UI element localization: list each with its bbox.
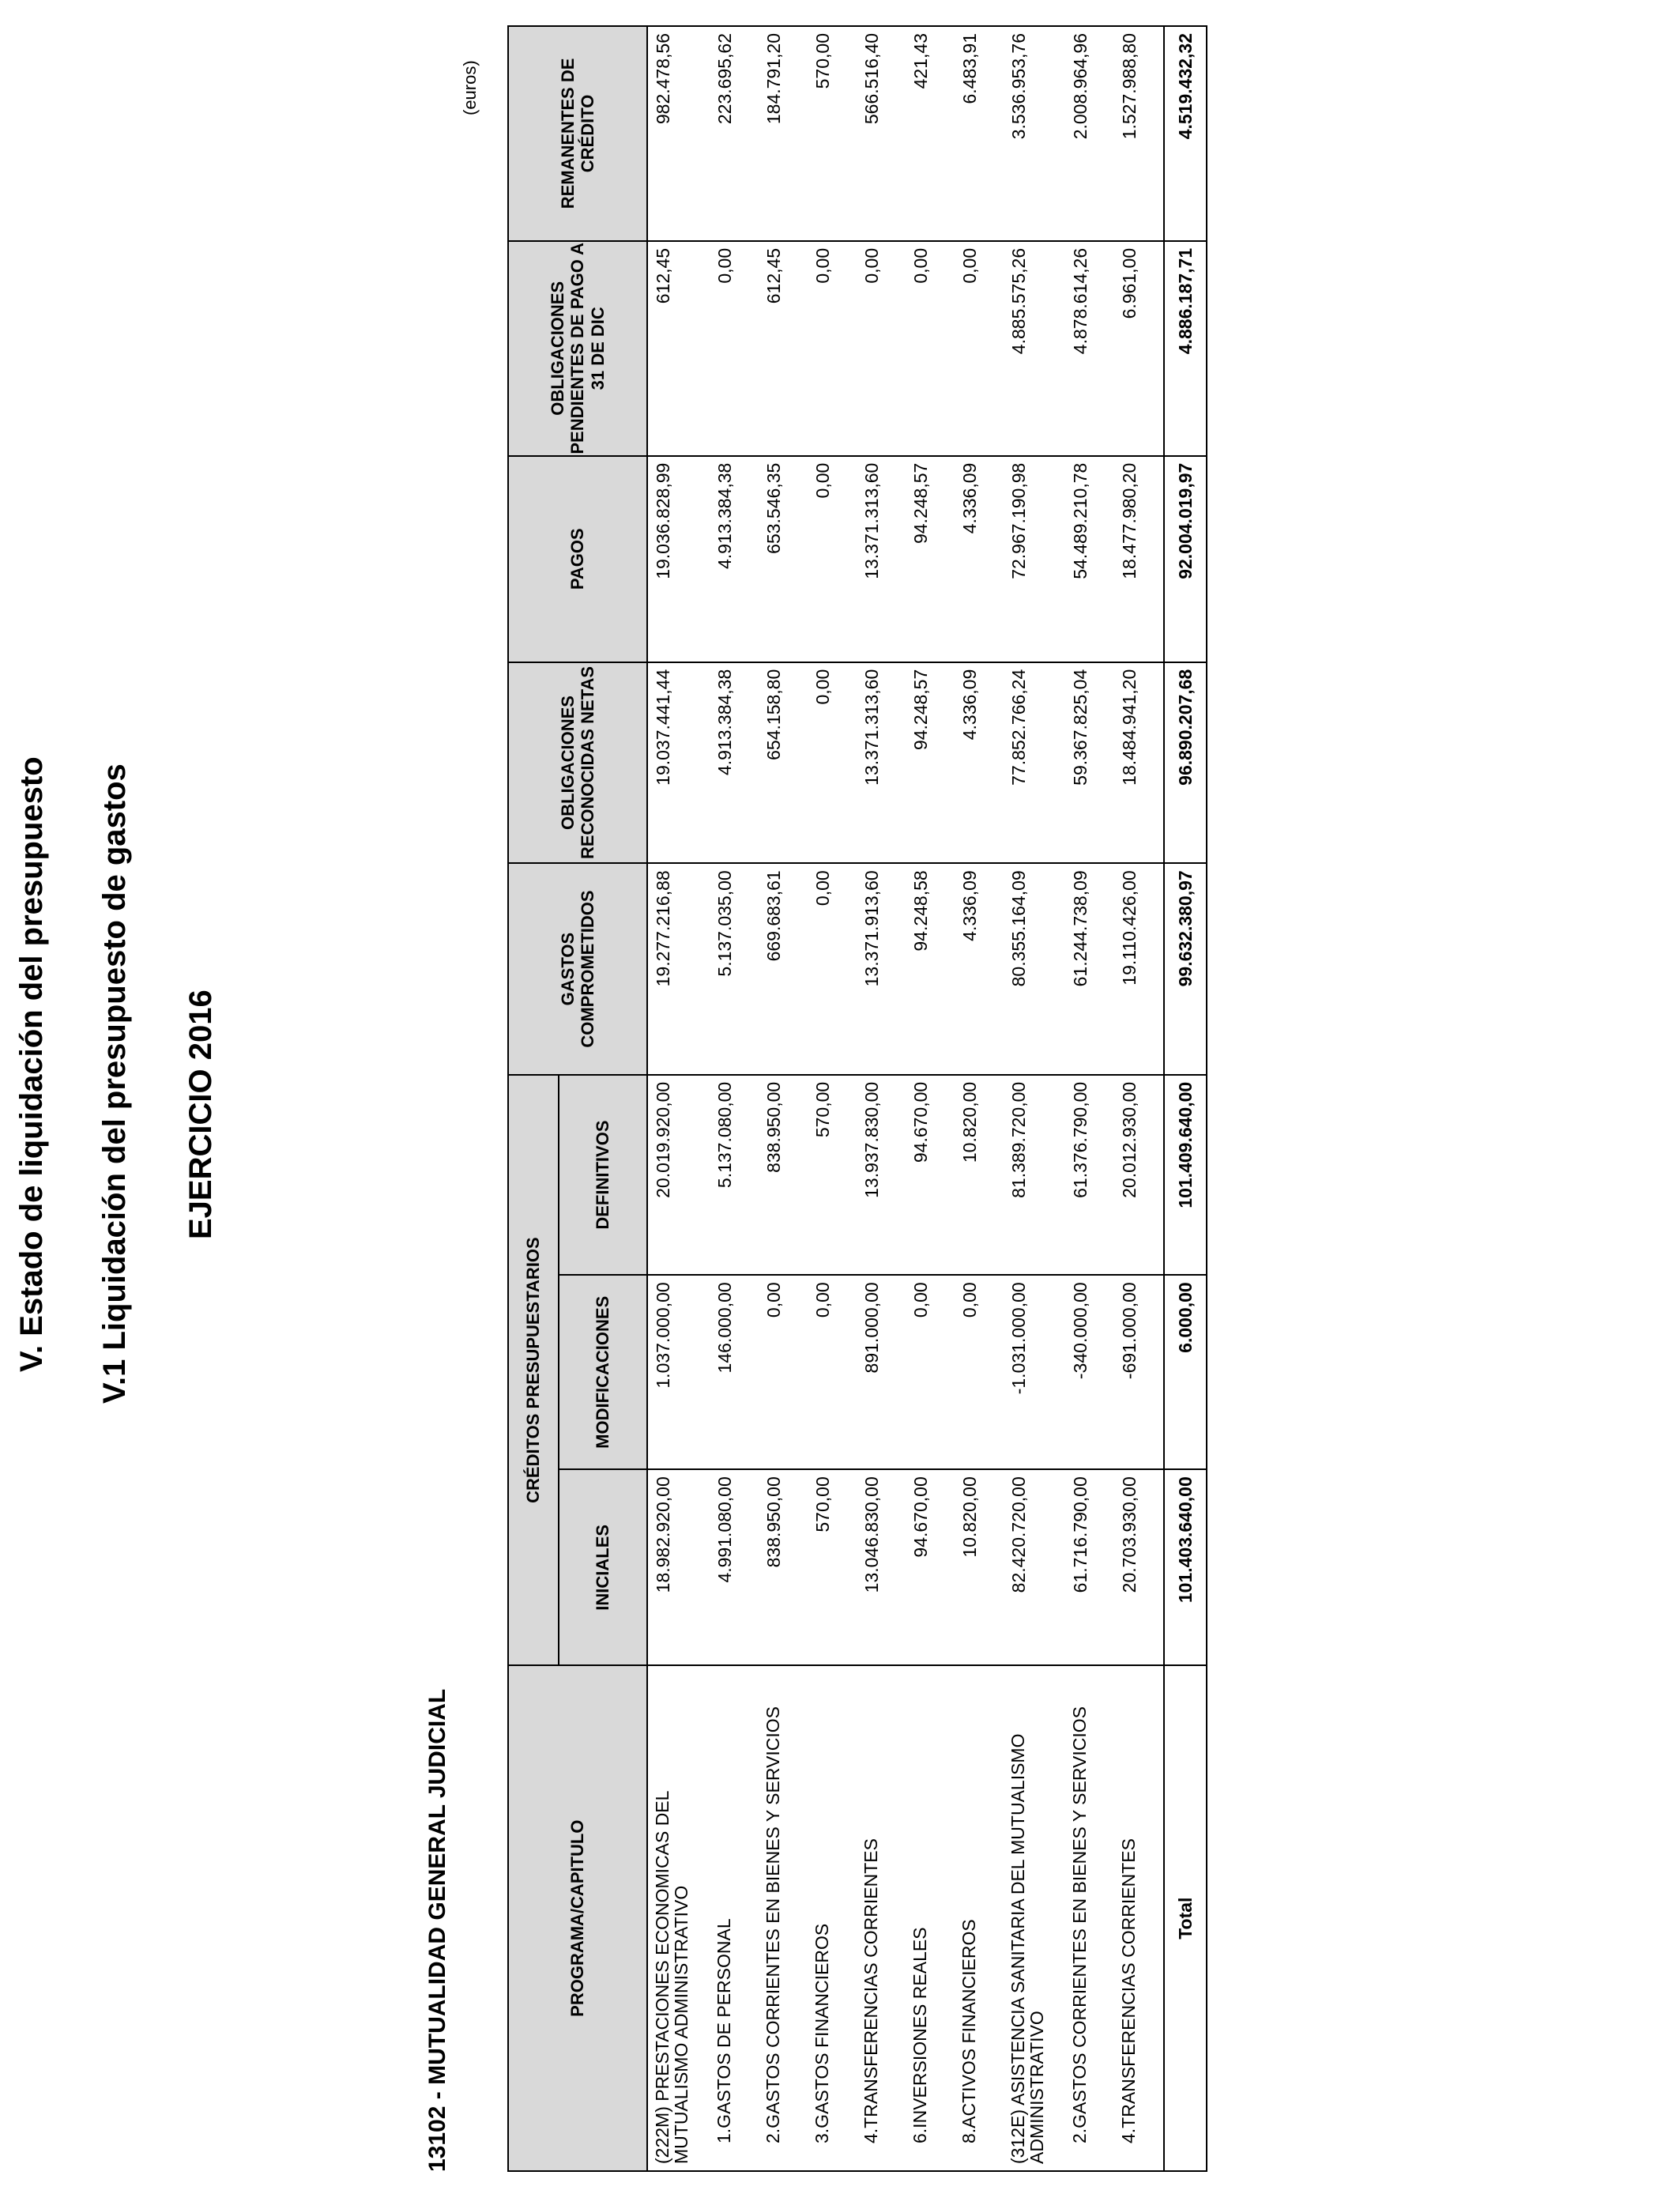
table-row <box>906 26 955 2171</box>
cell-definitivos: 81.389.720,00 <box>1004 1075 1065 1276</box>
cell-definitivos: 94.670,00 <box>906 1075 955 1276</box>
row-label: 4.TRANSFERENCIAS CORRIENTES <box>1114 1665 1164 2171</box>
cell-comprometidos: 94.248,58 <box>906 863 955 1075</box>
cell-modificaciones: 0,00 <box>759 1275 808 1469</box>
cell-pagos: 72.967.190,98 <box>1004 456 1065 662</box>
cell-definitivos: 10.820,00 <box>955 1075 1004 1276</box>
cell-iniciales: 82.420.720,00 <box>1004 1469 1065 1665</box>
col-header-obligaciones: OBLIGACIONES RECONOCIDAS NETAS <box>508 662 647 864</box>
organism-name: 13102 - MUTUALIDAD GENERAL JUDICIAL <box>424 1688 450 2172</box>
cell-remanentes: 421,43 <box>906 26 955 241</box>
row-label: 4.TRANSFERENCIAS CORRIENTES <box>857 1665 906 2171</box>
total-comprometidos: 99.632.380,97 <box>1164 863 1207 1075</box>
cell-comprometidos: 61.244.738,09 <box>1065 863 1114 1075</box>
col-header-pagos: PAGOS <box>508 456 647 662</box>
cell-pagos: 54.489.210,78 <box>1065 456 1114 662</box>
cell-modificaciones: 891.000,00 <box>857 1275 906 1469</box>
cell-comprometidos: 5.137.035,00 <box>710 863 759 1075</box>
cell-modificaciones: 0,00 <box>808 1275 857 1469</box>
total-definitivos: 101.409.640,00 <box>1164 1075 1207 1276</box>
row-label: 6.INVERSIONES REALES <box>906 1665 955 2171</box>
cell-pagos: 4.336,09 <box>955 456 1004 662</box>
cell-iniciales: 13.046.830,00 <box>857 1469 906 1665</box>
table-row <box>857 26 906 2171</box>
col-header-program: PROGRAMA/CAPITULO <box>508 1665 647 2171</box>
cell-pagos: 653.546,35 <box>759 456 808 662</box>
budget-liquidation-table <box>507 25 1207 2172</box>
cell-definitivos: 570,00 <box>808 1075 857 1276</box>
cell-iniciales: 18.982.920,00 <box>647 1469 710 1665</box>
cell-modificaciones: -1.031.000,00 <box>1004 1275 1065 1469</box>
table-row <box>647 26 710 2171</box>
cell-remanentes: 3.536.953,76 <box>1004 26 1065 241</box>
cell-definitivos: 838.950,00 <box>759 1075 808 1276</box>
total-obligaciones: 96.890.207,68 <box>1164 662 1207 864</box>
cell-comprometidos: 4.336,09 <box>955 863 1004 1075</box>
row-label: 2.GASTOS CORRIENTES EN BIENES Y SERVICIOS <box>759 1665 808 2171</box>
table-row <box>710 26 759 2171</box>
total-pendientes: 4.886.187,71 <box>1164 241 1207 456</box>
cell-comprometidos: 80.355.164,09 <box>1004 863 1065 1075</box>
cell-definitivos: 20.019.920,00 <box>647 1075 710 1276</box>
cell-obligaciones: 19.037.441,44 <box>647 662 710 864</box>
col-header-iniciales: INICIALES <box>559 1469 647 1665</box>
cell-definitivos: 20.012.930,00 <box>1114 1075 1164 1276</box>
cell-pendientes: 612,45 <box>759 241 808 456</box>
cell-comprometidos: 19.277.216,88 <box>647 863 710 1075</box>
table-row <box>808 26 857 2171</box>
page-title: V. Estado de liquidación del presupuesto <box>14 756 49 1372</box>
cell-pendientes: 6.961,00 <box>1114 241 1164 456</box>
row-label: 8.ACTIVOS FINANCIEROS <box>955 1665 1004 2171</box>
cell-remanentes: 223.695,62 <box>710 26 759 241</box>
col-header-creditos-group: CRÉDITOS PRESUPUESTARIOS <box>508 1075 559 1666</box>
row-label: 1.GASTOS DE PERSONAL <box>710 1665 759 2171</box>
cell-pendientes: 0,00 <box>906 241 955 456</box>
total-iniciales: 101.403.640,00 <box>1164 1469 1207 1665</box>
cell-modificaciones: 1.037.000,00 <box>647 1275 710 1469</box>
cell-comprometidos: 669.683,61 <box>759 863 808 1075</box>
units-label: (euros) <box>460 60 480 115</box>
table-row <box>1065 26 1114 2171</box>
cell-iniciales: 61.716.790,00 <box>1065 1469 1114 1665</box>
col-header-comprometidos: GASTOS COMPROMETIDOS <box>508 863 647 1075</box>
col-header-pendientes: OBLIGACIONES PENDIENTES DE PAGO A 31 DE DIC <box>508 241 647 456</box>
cell-remanentes: 570,00 <box>808 26 857 241</box>
cell-pendientes: 612,45 <box>647 241 710 456</box>
table-row <box>1114 26 1164 2171</box>
cell-remanentes: 6.483,91 <box>955 26 1004 241</box>
row-label: 2.GASTOS CORRIENTES EN BIENES Y SERVICIOS <box>1065 1665 1114 2171</box>
col-header-definitivos: DEFINITIVOS <box>559 1075 647 1276</box>
cell-obligaciones: 4.336,09 <box>955 662 1004 864</box>
cell-comprometidos: 13.371.913,60 <box>857 863 906 1075</box>
page-subtitle: V.1 Liquidación del presupuesto de gastos <box>97 763 132 1404</box>
cell-pagos: 94.248,57 <box>906 456 955 662</box>
col-header-modificaciones: MODIFICACIONES <box>559 1275 647 1469</box>
table-row <box>759 26 808 2171</box>
cell-modificaciones: 146.000,00 <box>710 1275 759 1469</box>
cell-iniciales: 20.703.930,00 <box>1114 1469 1164 1665</box>
table-row <box>1004 26 1065 2171</box>
cell-iniciales: 10.820,00 <box>955 1469 1004 1665</box>
table-row <box>955 26 1004 2171</box>
cell-pagos: 4.913.384,38 <box>710 456 759 662</box>
cell-iniciales: 94.670,00 <box>906 1469 955 1665</box>
exercise-year: EJERCICIO 2016 <box>183 990 218 1239</box>
cell-modificaciones: 0,00 <box>955 1275 1004 1469</box>
cell-pendientes: 0,00 <box>710 241 759 456</box>
cell-definitivos: 61.376.790,00 <box>1065 1075 1114 1276</box>
cell-obligaciones: 18.484.941,20 <box>1114 662 1164 864</box>
cell-pendientes: 4.878.614,26 <box>1065 241 1114 456</box>
cell-modificaciones: 0,00 <box>906 1275 955 1469</box>
cell-remanentes: 1.527.988,80 <box>1114 26 1164 241</box>
total-remanentes: 4.519.432,32 <box>1164 26 1207 241</box>
total-row <box>1164 26 1207 2171</box>
total-modificaciones: 6.000,00 <box>1164 1275 1207 1469</box>
cell-pagos: 0,00 <box>808 456 857 662</box>
cell-pendientes: 0,00 <box>808 241 857 456</box>
cell-iniciales: 4.991.080,00 <box>710 1469 759 1665</box>
cell-remanentes: 184.791,20 <box>759 26 808 241</box>
cell-definitivos: 13.937.830,00 <box>857 1075 906 1276</box>
cell-remanentes: 566.516,40 <box>857 26 906 241</box>
cell-modificaciones: -340.000,00 <box>1065 1275 1114 1469</box>
cell-iniciales: 570,00 <box>808 1469 857 1665</box>
cell-pagos: 13.371.313,60 <box>857 456 906 662</box>
cell-pendientes: 0,00 <box>955 241 1004 456</box>
cell-pagos: 18.477.980,20 <box>1114 456 1164 662</box>
total-label: Total <box>1164 1665 1207 2171</box>
row-label: (222M) PRESTACIONES ECONOMICAS DEL MUTUALISMO ADMINISTRATIVO <box>647 1665 710 2171</box>
cell-pendientes: 0,00 <box>857 241 906 456</box>
cell-comprometidos: 19.110.426,00 <box>1114 863 1164 1075</box>
cell-obligaciones: 59.367.825,04 <box>1065 662 1114 864</box>
cell-comprometidos: 0,00 <box>808 863 857 1075</box>
cell-obligaciones: 4.913.384,38 <box>710 662 759 864</box>
cell-remanentes: 2.008.964,96 <box>1065 26 1114 241</box>
cell-iniciales: 838.950,00 <box>759 1469 808 1665</box>
row-label: 3.GASTOS FINANCIEROS <box>808 1665 857 2171</box>
row-label: (312E) ASISTENCIA SANITARIA DEL MUTUALISMO ADMINISTRATIVO <box>1004 1665 1065 2171</box>
cell-obligaciones: 94.248,57 <box>906 662 955 864</box>
cell-modificaciones: -691.000,00 <box>1114 1275 1164 1469</box>
cell-obligaciones: 654.158,80 <box>759 662 808 864</box>
cell-definitivos: 5.137.080,00 <box>710 1075 759 1276</box>
cell-obligaciones: 77.852.766,24 <box>1004 662 1065 864</box>
cell-remanentes: 982.478,56 <box>647 26 710 241</box>
cell-pagos: 19.036.828,99 <box>647 456 710 662</box>
col-header-remanentes: REMANENTES DE CRÉDITO <box>508 26 647 241</box>
cell-obligaciones: 0,00 <box>808 662 857 864</box>
total-pagos: 92.004.019,97 <box>1164 456 1207 662</box>
cell-obligaciones: 13.371.313,60 <box>857 662 906 864</box>
cell-pendientes: 4.885.575,26 <box>1004 241 1065 456</box>
